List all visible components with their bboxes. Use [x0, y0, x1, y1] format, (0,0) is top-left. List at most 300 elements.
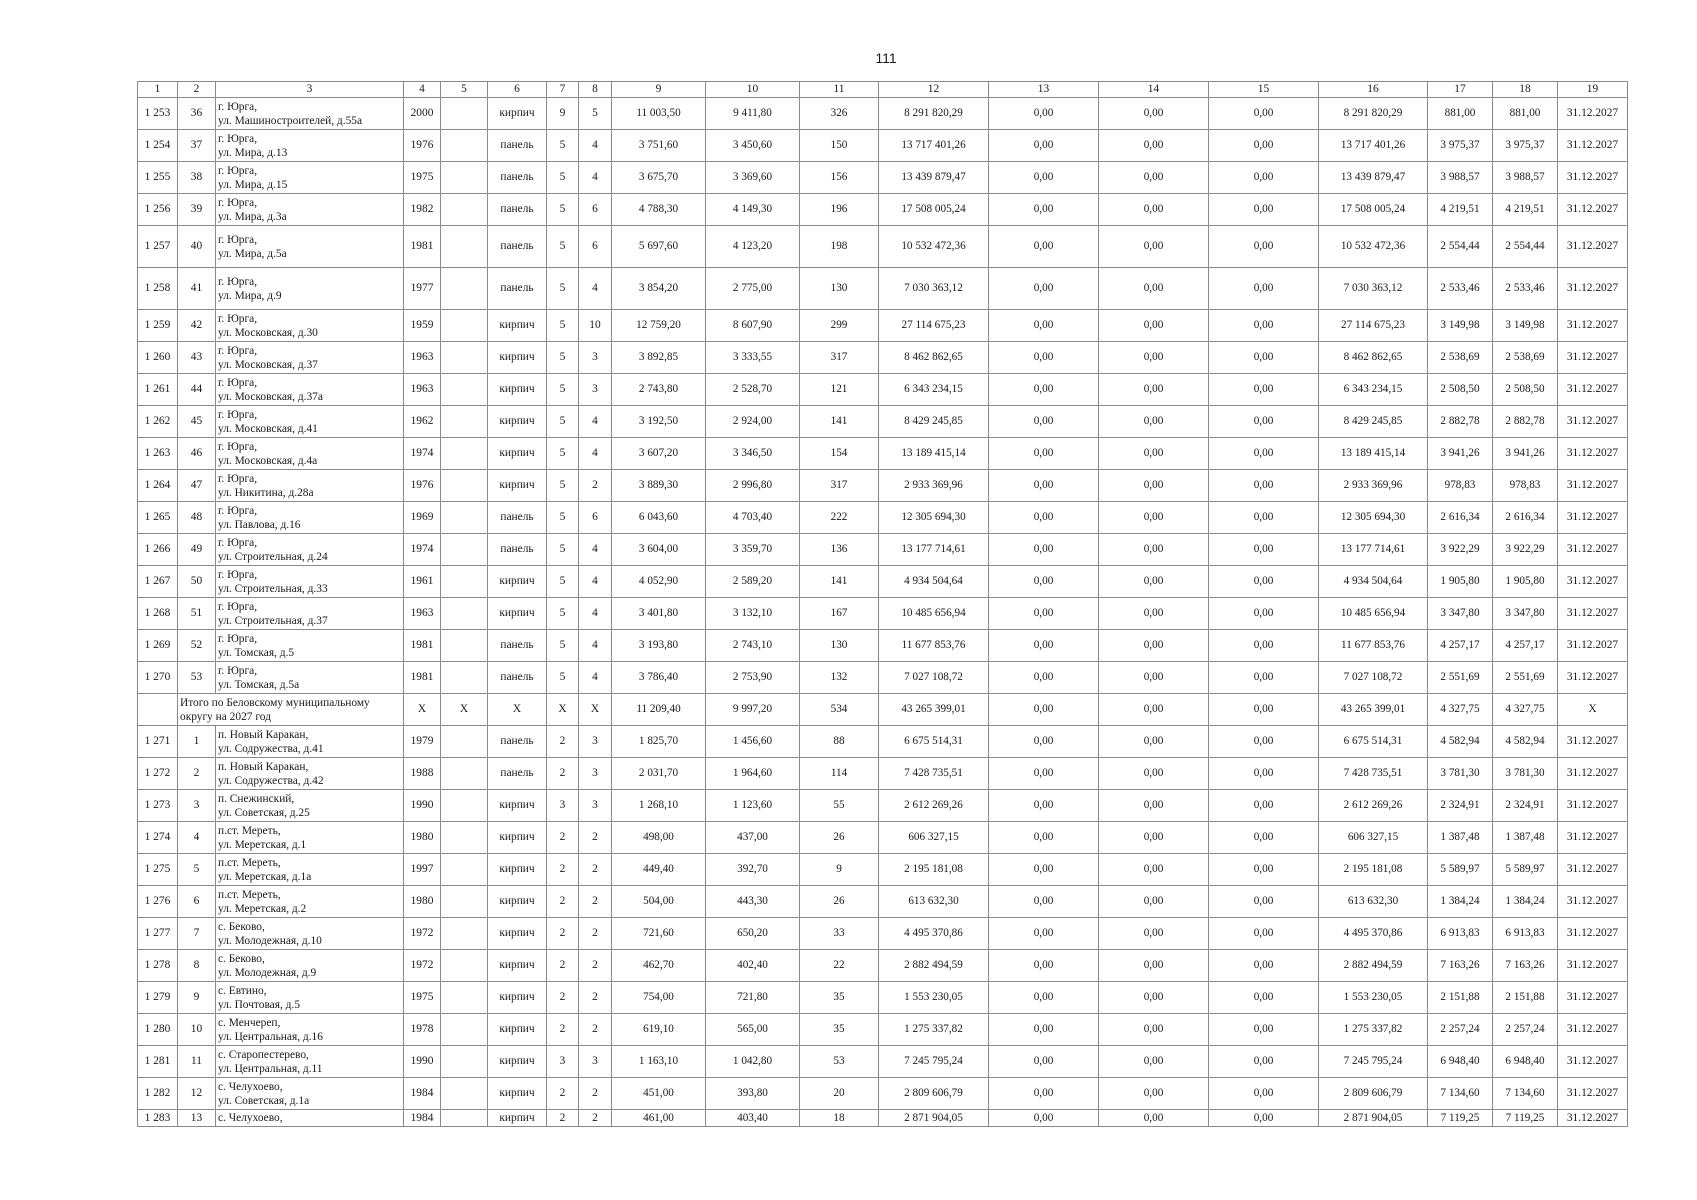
cell-c19: 31.12.2027: [1558, 662, 1628, 694]
cell-c16: 613 632,30: [1319, 886, 1428, 918]
cell-c12: 4 495 370,86: [879, 918, 989, 950]
cell-c17: 3 988,57: [1428, 162, 1493, 194]
address-cell: [216, 374, 404, 406]
cell-c9: 3 889,30: [612, 470, 706, 502]
cell-c9: 498,00: [612, 822, 706, 854]
cell-c19: 31.12.2027: [1558, 438, 1628, 470]
cell-c5: [441, 502, 488, 534]
cell-c14: 0,00: [1099, 1078, 1209, 1110]
cell-year: 2000: [404, 98, 441, 130]
cell-c19: 31.12.2027: [1558, 194, 1628, 226]
cell-c7: 5: [547, 130, 579, 162]
cell-c19: 31.12.2027: [1558, 758, 1628, 790]
cell-c16: 7 030 363,12: [1319, 268, 1428, 310]
cell-c15: 0,00: [1209, 470, 1319, 502]
cell-c11: 132: [800, 662, 879, 694]
table-row: [138, 502, 1628, 534]
cell-c16: 6 343 234,15: [1319, 374, 1428, 406]
cell-c11: 35: [800, 1014, 879, 1046]
cell-c7: 5: [547, 662, 579, 694]
address-locality: г. Юрга,: [218, 504, 258, 517]
cell-c17: 3 941,26: [1428, 438, 1493, 470]
cell-c5: [441, 162, 488, 194]
address-street: ул. Содружества, д.42: [218, 774, 324, 787]
address-locality: г. Юрга,: [218, 196, 258, 209]
cell-c10: 2 775,00: [706, 268, 800, 310]
cell-year: 1969: [404, 502, 441, 534]
cell-material: панель: [488, 162, 547, 194]
cell-c7: 3: [547, 790, 579, 822]
cell-material: панель: [488, 502, 547, 534]
cell-c9: 11 003,50: [612, 98, 706, 130]
row-id-cell: 1 270: [138, 662, 178, 694]
cell-material: панель: [488, 758, 547, 790]
cell-c18: 978,83: [1493, 470, 1558, 502]
cell-c7: 9: [547, 98, 579, 130]
cell-material: кирпич: [488, 1110, 547, 1127]
cell-c8: 3: [579, 1046, 612, 1078]
cell-year: 1984: [404, 1078, 441, 1110]
cell-c18: 4 582,94: [1493, 726, 1558, 758]
cell-c16: 17 508 005,24: [1319, 194, 1428, 226]
table-row: [138, 950, 1628, 982]
cell-c10: 2 753,90: [706, 662, 800, 694]
cell-c11: 33: [800, 918, 879, 950]
address-cell: [216, 98, 404, 130]
cell-c8: 4: [579, 630, 612, 662]
cell-c9: 3 786,40: [612, 662, 706, 694]
address-street: ул. Мира, д.15: [218, 178, 288, 191]
cell-c12: 2 871 904,05: [879, 1110, 989, 1127]
cell-c14: 0,00: [1099, 534, 1209, 566]
column-header: 4: [404, 82, 441, 98]
cell-c13: 0,00: [989, 374, 1099, 406]
cell-c11: 154: [800, 438, 879, 470]
address-cell: [216, 726, 404, 758]
cell-c18: 7 134,60: [1493, 1078, 1558, 1110]
table-row: [138, 726, 1628, 758]
table-row: [138, 886, 1628, 918]
cell-year: 1972: [404, 918, 441, 950]
address-street: ул. Центральная, д.16: [218, 1030, 323, 1043]
row-id-cell: 1 275: [138, 854, 178, 886]
row-id-cell: 1 259: [138, 310, 178, 342]
cell-c18: 3 941,26: [1493, 438, 1558, 470]
cell-c17: 5 589,97: [1428, 854, 1493, 886]
cell-c17: 4 257,17: [1428, 630, 1493, 662]
row-id-cell: 1 267: [138, 566, 178, 598]
cell-c16: 4 934 504,64: [1319, 566, 1428, 598]
address-locality: г. Юрга,: [218, 472, 258, 485]
cell-c12: 10 485 656,94: [879, 598, 989, 630]
cell-c13: 0,00: [989, 630, 1099, 662]
row-seq-cell: 43: [178, 342, 216, 374]
row-id-cell: 1 264: [138, 470, 178, 502]
cell-c19: 31.12.2027: [1558, 1014, 1628, 1046]
address-cell: [216, 534, 404, 566]
cell-c12: 7 245 795,24: [879, 1046, 989, 1078]
cell-c7: 5: [547, 406, 579, 438]
cell-c17: 2 538,69: [1428, 342, 1493, 374]
address-locality: г. Юрга,: [218, 568, 258, 581]
cell-c14: 0,00: [1099, 438, 1209, 470]
row-seq-cell: 1: [178, 726, 216, 758]
address-locality: с. Челухоево,: [218, 1112, 283, 1124]
cell-c9: 3 401,80: [612, 598, 706, 630]
cell-year: 1974: [404, 534, 441, 566]
address-locality: с. Челухоево,: [218, 1080, 283, 1093]
address-locality: г. Юрга,: [218, 164, 258, 177]
cell-c8: 6: [579, 194, 612, 226]
cell-c17: 881,00: [1428, 98, 1493, 130]
cell-c17: 6 913,83: [1428, 918, 1493, 950]
cell-c11: 317: [800, 342, 879, 374]
cell-c14: 0,00: [1099, 598, 1209, 630]
cell-c5: [441, 1110, 488, 1127]
row-seq-cell: 13: [178, 1110, 216, 1127]
cell-c11: 136: [800, 534, 879, 566]
cell-c18: 3 922,29: [1493, 534, 1558, 566]
cell-c15: 0,00: [1209, 130, 1319, 162]
cell-year: X: [404, 694, 441, 726]
cell-c5: [441, 438, 488, 470]
cell-c8: 2: [579, 1078, 612, 1110]
cell-c11: 317: [800, 470, 879, 502]
cell-c5: [441, 268, 488, 310]
cell-c17: 7 119,25: [1428, 1110, 1493, 1127]
cell-c11: 534: [800, 694, 879, 726]
cell-c11: 88: [800, 726, 879, 758]
cell-c17: 1 905,80: [1428, 566, 1493, 598]
cell-c7: 2: [547, 822, 579, 854]
row-seq-cell: 36: [178, 98, 216, 130]
cell-c12: 2 933 369,96: [879, 470, 989, 502]
address-cell: [216, 162, 404, 194]
cell-c9: 2 743,80: [612, 374, 706, 406]
cell-material: кирпич: [488, 342, 547, 374]
cell-material: кирпич: [488, 566, 547, 598]
address-locality: п.ст. Мереть,: [218, 824, 281, 837]
cell-c7: 5: [547, 268, 579, 310]
cell-c7: 2: [547, 1078, 579, 1110]
address-cell: [216, 758, 404, 790]
cell-c17: 2 324,91: [1428, 790, 1493, 822]
cell-material: кирпич: [488, 1014, 547, 1046]
cell-c11: 55: [800, 790, 879, 822]
cell-c9: 721,60: [612, 918, 706, 950]
cell-c11: 326: [800, 98, 879, 130]
cell-c12: 8 462 862,65: [879, 342, 989, 374]
cell-material: кирпич: [488, 982, 547, 1014]
table-header-row: [138, 82, 1628, 98]
cell-c15: 0,00: [1209, 226, 1319, 268]
row-seq-cell: 4: [178, 822, 216, 854]
row-id-cell: 1 269: [138, 630, 178, 662]
cell-c9: 3 607,20: [612, 438, 706, 470]
cell-c18: 6 913,83: [1493, 918, 1558, 950]
cell-c16: 4 495 370,86: [1319, 918, 1428, 950]
cell-c8: 4: [579, 406, 612, 438]
cell-c17: 2 151,88: [1428, 982, 1493, 1014]
cell-c11: 130: [800, 630, 879, 662]
cell-c16: 7 027 108,72: [1319, 662, 1428, 694]
cell-c18: 3 149,98: [1493, 310, 1558, 342]
cell-c18: 3 347,80: [1493, 598, 1558, 630]
cell-c13: 0,00: [989, 598, 1099, 630]
cell-c15: 0,00: [1209, 1046, 1319, 1078]
cell-c15: 0,00: [1209, 98, 1319, 130]
address-cell: [216, 886, 404, 918]
cell-year: 1980: [404, 886, 441, 918]
cell-c16: 7 428 735,51: [1319, 758, 1428, 790]
cell-c15: 0,00: [1209, 918, 1319, 950]
table-row: [138, 470, 1628, 502]
cell-c5: [441, 630, 488, 662]
cell-c5: X: [441, 694, 488, 726]
row-seq-cell: 7: [178, 918, 216, 950]
cell-c15: 0,00: [1209, 1014, 1319, 1046]
cell-c13: 0,00: [989, 194, 1099, 226]
cell-c11: 222: [800, 502, 879, 534]
cell-c13: 0,00: [989, 758, 1099, 790]
cell-c10: 393,80: [706, 1078, 800, 1110]
row-seq-cell: 42: [178, 310, 216, 342]
cell-c17: 3 975,37: [1428, 130, 1493, 162]
cell-c18: 3 781,30: [1493, 758, 1558, 790]
cell-c13: 0,00: [989, 130, 1099, 162]
cell-c8: 2: [579, 1014, 612, 1046]
table-row: [138, 438, 1628, 470]
address-locality: г. Юрга,: [218, 408, 258, 421]
cell-c18: 2 151,88: [1493, 982, 1558, 1014]
cell-c7: 2: [547, 950, 579, 982]
address-cell: [216, 662, 404, 694]
cell-c19: 31.12.2027: [1558, 1110, 1628, 1127]
cell-c16: 2 871 904,05: [1319, 1110, 1428, 1127]
cell-c19: 31.12.2027: [1558, 854, 1628, 886]
cell-c5: [441, 886, 488, 918]
cell-c10: 650,20: [706, 918, 800, 950]
row-id-cell: [138, 694, 178, 726]
address-street: ул. Советская, д.1а: [218, 1094, 310, 1107]
cell-c13: 0,00: [989, 502, 1099, 534]
address-cell: [216, 854, 404, 886]
address-locality: п.ст. Мереть,: [218, 888, 281, 901]
cell-c11: 20: [800, 1078, 879, 1110]
cell-c10: 1 964,60: [706, 758, 800, 790]
table-row: [138, 130, 1628, 162]
cell-c5: [441, 982, 488, 1014]
table-row: [138, 790, 1628, 822]
cell-c10: 2 589,20: [706, 566, 800, 598]
cell-c19: 31.12.2027: [1558, 918, 1628, 950]
cell-c17: 2 554,44: [1428, 226, 1493, 268]
cell-material: кирпич: [488, 310, 547, 342]
row-seq-cell: 12: [178, 1078, 216, 1110]
cell-c10: 1 123,60: [706, 790, 800, 822]
cell-c19: 31.12.2027: [1558, 342, 1628, 374]
row-id-cell: 1 281: [138, 1046, 178, 1078]
cell-material: панель: [488, 662, 547, 694]
cell-c17: 4 219,51: [1428, 194, 1493, 226]
row-id-cell: 1 262: [138, 406, 178, 438]
row-seq-cell: 39: [178, 194, 216, 226]
cell-c9: 6 043,60: [612, 502, 706, 534]
cell-year: 1974: [404, 438, 441, 470]
cell-c13: 0,00: [989, 438, 1099, 470]
address-street: ул. Московская, д.30: [218, 326, 318, 339]
cell-c11: 18: [800, 1110, 879, 1127]
row-id-cell: 1 266: [138, 534, 178, 566]
cell-c11: 114: [800, 758, 879, 790]
address-cell: [216, 438, 404, 470]
row-id-cell: 1 282: [138, 1078, 178, 1110]
cell-c19: 31.12.2027: [1558, 502, 1628, 534]
cell-c13: 0,00: [989, 1110, 1099, 1127]
cell-c16: 13 177 714,61: [1319, 534, 1428, 566]
cell-c14: 0,00: [1099, 886, 1209, 918]
cell-c14: 0,00: [1099, 566, 1209, 598]
table-row: [138, 162, 1628, 194]
cell-c7: 5: [547, 630, 579, 662]
cell-c7: 5: [547, 502, 579, 534]
cell-c17: 7 134,60: [1428, 1078, 1493, 1110]
cell-year: 1972: [404, 950, 441, 982]
cell-c10: 443,30: [706, 886, 800, 918]
cell-c19: 31.12.2027: [1558, 886, 1628, 918]
cell-c19: 31.12.2027: [1558, 982, 1628, 1014]
cell-c10: 4 149,30: [706, 194, 800, 226]
address-cell: [216, 130, 404, 162]
row-id-cell: 1 283: [138, 1110, 178, 1127]
table-row: [138, 1078, 1628, 1110]
cell-c15: 0,00: [1209, 374, 1319, 406]
cell-c8: 3: [579, 374, 612, 406]
cell-c8: 3: [579, 790, 612, 822]
table-row: [138, 534, 1628, 566]
cell-c8: 4: [579, 130, 612, 162]
column-header: 14: [1099, 82, 1209, 98]
cell-c5: [441, 950, 488, 982]
cell-c10: 392,70: [706, 854, 800, 886]
cell-c5: [441, 598, 488, 630]
cell-c16: 6 675 514,31: [1319, 726, 1428, 758]
cell-c10: 721,80: [706, 982, 800, 1014]
cell-c11: 150: [800, 130, 879, 162]
address-street: ул. Мира, д.9: [218, 289, 282, 302]
cell-year: 1981: [404, 226, 441, 268]
cell-c9: 3 854,20: [612, 268, 706, 310]
address-locality: с. Менчереп,: [218, 1016, 281, 1029]
cell-c12: 613 632,30: [879, 886, 989, 918]
cell-c13: 0,00: [989, 566, 1099, 598]
cell-c19: 31.12.2027: [1558, 822, 1628, 854]
cell-c16: 2 612 269,26: [1319, 790, 1428, 822]
cell-material: кирпич: [488, 598, 547, 630]
cell-c15: 0,00: [1209, 662, 1319, 694]
cell-c16: 2 882 494,59: [1319, 950, 1428, 982]
cell-c12: 7 027 108,72: [879, 662, 989, 694]
cell-c8: 2: [579, 918, 612, 950]
cell-c15: 0,00: [1209, 982, 1319, 1014]
cell-c9: 3 892,85: [612, 342, 706, 374]
cell-c19: 31.12.2027: [1558, 630, 1628, 662]
address-locality: г. Юрга,: [218, 233, 258, 246]
table-row: [138, 374, 1628, 406]
cell-year: 1990: [404, 790, 441, 822]
cell-material: кирпич: [488, 406, 547, 438]
cell-c5: [441, 1078, 488, 1110]
column-header: 13: [989, 82, 1099, 98]
cell-c15: 0,00: [1209, 1078, 1319, 1110]
cell-c14: 0,00: [1099, 694, 1209, 726]
cell-c10: 9 411,80: [706, 98, 800, 130]
cell-c9: 462,70: [612, 950, 706, 982]
cell-material: кирпич: [488, 886, 547, 918]
cell-c19: 31.12.2027: [1558, 598, 1628, 630]
cell-c14: 0,00: [1099, 1110, 1209, 1127]
cell-c11: 26: [800, 886, 879, 918]
cell-c8: 2: [579, 822, 612, 854]
address-street: ул. Томская, д.5: [218, 646, 295, 659]
cell-c14: 0,00: [1099, 130, 1209, 162]
cell-c13: 0,00: [989, 534, 1099, 566]
cell-material: кирпич: [488, 438, 547, 470]
cell-material: панель: [488, 534, 547, 566]
cell-year: 1979: [404, 726, 441, 758]
address-cell: [216, 1078, 404, 1110]
cell-c17: 978,83: [1428, 470, 1493, 502]
cell-c9: 4 788,30: [612, 194, 706, 226]
row-id-cell: 1 260: [138, 342, 178, 374]
column-header: 18: [1493, 82, 1558, 98]
cell-c12: 2 612 269,26: [879, 790, 989, 822]
cell-c14: 0,00: [1099, 662, 1209, 694]
row-id-cell: 1 258: [138, 268, 178, 310]
cell-c15: 0,00: [1209, 162, 1319, 194]
cell-c16: 7 245 795,24: [1319, 1046, 1428, 1078]
cell-c10: 4 123,20: [706, 226, 800, 268]
cell-c8: 4: [579, 566, 612, 598]
row-seq-cell: 11: [178, 1046, 216, 1078]
address-locality: г. Юрга,: [218, 536, 258, 549]
row-id-cell: 1 268: [138, 598, 178, 630]
address-cell: [216, 406, 404, 438]
cell-year: 1963: [404, 342, 441, 374]
cell-c17: 6 948,40: [1428, 1046, 1493, 1078]
cell-c12: 27 114 675,23: [879, 310, 989, 342]
address-street: ул. Томская, д.5а: [218, 678, 300, 691]
cell-c10: 1 042,80: [706, 1046, 800, 1078]
address-locality: с. Беково,: [218, 952, 265, 965]
cell-year: 1981: [404, 662, 441, 694]
cell-c5: [441, 1014, 488, 1046]
address-cell: [216, 1046, 404, 1078]
table-row: [138, 982, 1628, 1014]
address-locality: г. Юрга,: [218, 100, 258, 113]
row-id-cell: 1 280: [138, 1014, 178, 1046]
table-row: [138, 310, 1628, 342]
cell-c16: 8 291 820,29: [1319, 98, 1428, 130]
cell-c7: 5: [547, 566, 579, 598]
cell-c10: 8 607,90: [706, 310, 800, 342]
cell-c10: 3 346,50: [706, 438, 800, 470]
cell-year: 1977: [404, 268, 441, 310]
column-header: 12: [879, 82, 989, 98]
cell-c7: 2: [547, 918, 579, 950]
row-seq-cell: 49: [178, 534, 216, 566]
cell-c15: 0,00: [1209, 566, 1319, 598]
